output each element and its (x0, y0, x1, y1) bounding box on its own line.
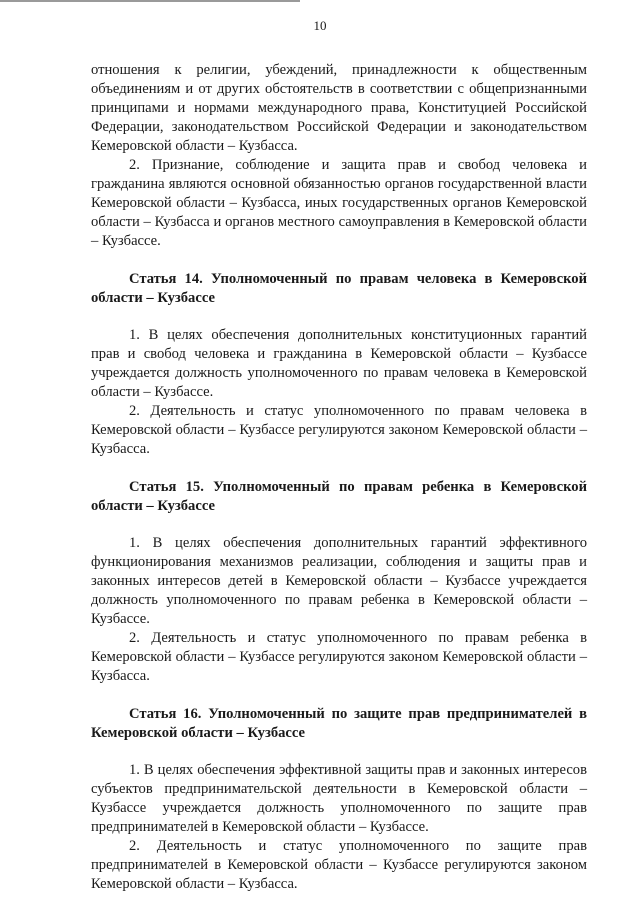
article-15-heading: Статья 15. Уполномоченный по правам ребенка в Кемеровской области – Кузбассе (91, 479, 587, 514)
spacer (91, 686, 587, 705)
page-number: 10 (313, 18, 327, 33)
spacer (91, 743, 587, 761)
intro-clause-2: 2. Признание, соблюдение и защита прав и свобод человека и гражданина являются основной обязанностью органов государственной власти Кемеровской области – Кузбасса, иных государственных органов Кемеровской области – Кузбасса и органов местного самоуправления в Кемеровской области – Кузбассе. (91, 157, 587, 249)
spacer (91, 308, 587, 326)
article-14-clause-2: 2. Деятельность и статус уполномоченного по правам человека в Кемеровской области – Кузбассе регулируются законом Кемеровской области – Кузбасса. (91, 403, 587, 457)
article-14-clause-1: 1. В целях обеспечения дополнительных конституционных гарантий прав и свобод человека и гражданина в Кемеровской области – Кузбассе учреждается должность уполномоченного по правам человека в Кемеровской области – Кузбассе. (91, 327, 587, 400)
article-16-clause-1: 1. В целях обеспечения эффективной защиты прав и законных интересов субъектов предпринимательской деятельности в Кемеровской области – Кузбассе учреждается должность уполномоченного по защите прав предпринимателей в Кемеровской области – Кузбассе. (91, 762, 587, 835)
spacer (91, 516, 587, 534)
article-14-heading: Статья 14. Уполномоченный по правам человека в Кемеровской области – Кузбассе (91, 271, 587, 306)
spacer (91, 251, 587, 270)
intro-continuation-paragraph: отношения к религии, убеждений, принадлежности к общественным объединениям и от других обстоятельств в соответствии с общепризнанными принципами и нормами международного права, Конституцией Российской Федерации, законодательством Российской Федерации и законодательством Кемеровской области – Кузбасса. (91, 62, 587, 154)
spacer (91, 459, 587, 478)
article-15-clause-1: 1. В целях обеспечения дополнительных гарантий эффективного функционирования механизмов реализации, соблюдения и защиты прав и законных интересов детей в Кемеровской области – Кузбассе учреждается должность уполномоченного по правам ребенка в Кемеровской области – Кузбассе. (91, 535, 587, 627)
document-body (91, 61, 587, 894)
article-16-heading: Статья 16. Уполномоченный по защите прав предпринимателей в Кемеровской области – Кузбассе (91, 706, 587, 741)
article-16-clause-2: 2. Деятельность и статус уполномоченного по защите прав предпринимателей в Кемеровской области – Кузбассе регулируются законом Кемеровской области – Кузбасса. (91, 838, 587, 892)
top-scan-rule (0, 0, 300, 2)
article-15-clause-2: 2. Деятельность и статус уполномоченного по правам ребенка в Кемеровской области – Кузбассе регулируются законом Кемеровской области – Кузбасса. (91, 630, 587, 684)
